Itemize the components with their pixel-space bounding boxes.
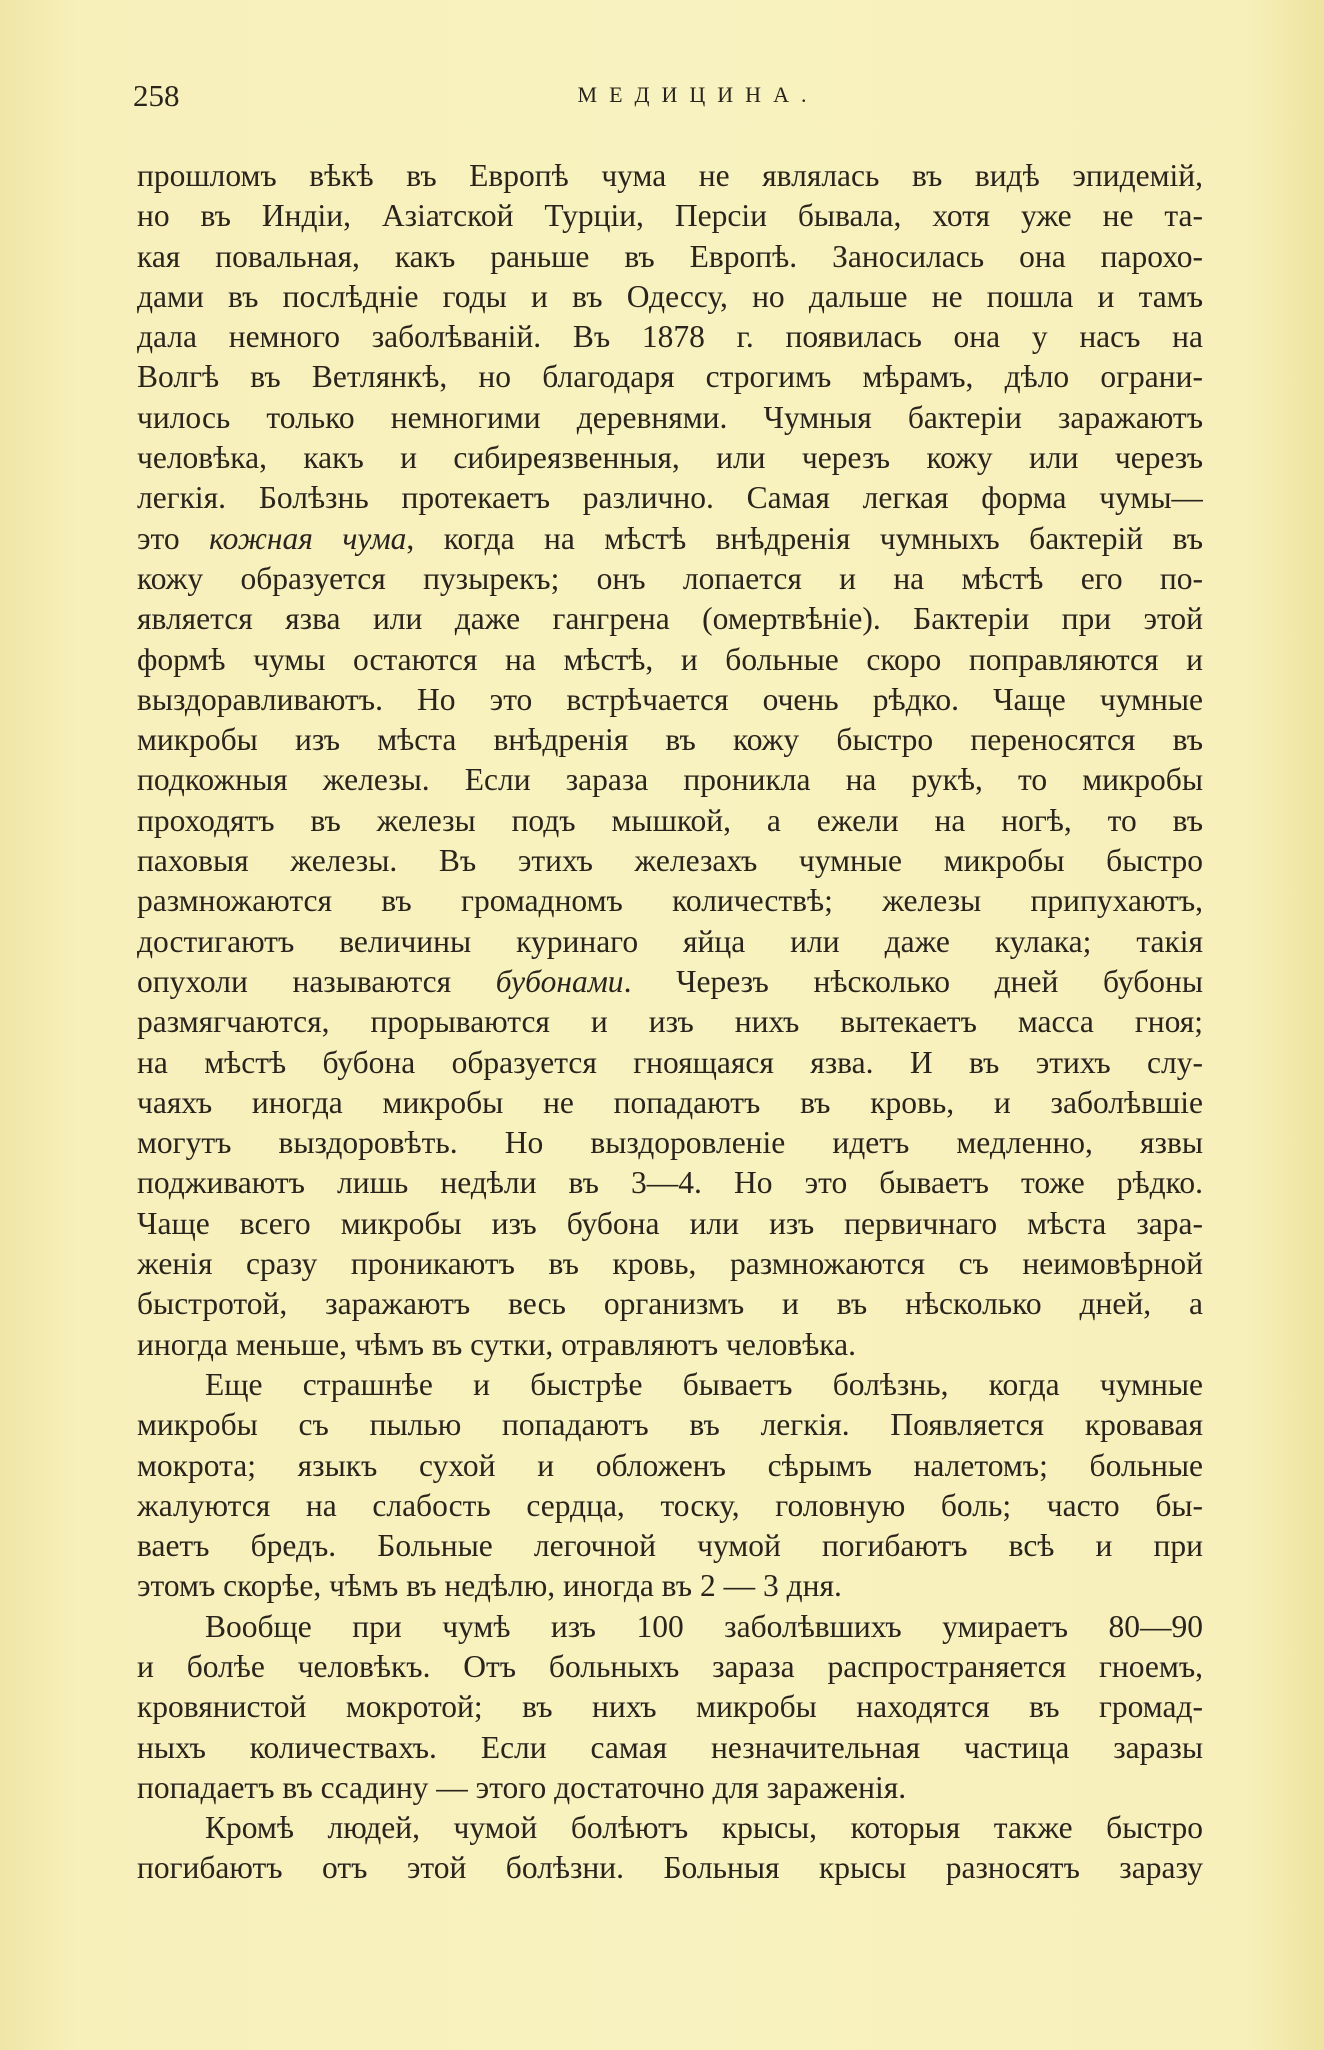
text-line: попадаетъ въ ссадину — этого достаточно для зараженія.	[137, 1769, 907, 1805]
text-line: Чаще всего микробы изъ бубона или изъ первичнаго мѣста зара-	[137, 1205, 1203, 1241]
text-line: Вообще при чумѣ изъ 100 заболѣвшихъ умираетъ 80—90	[205, 1608, 1203, 1644]
text-line: ныхъ количествахъ. Если самая незначительная частица заразы	[137, 1729, 1203, 1765]
text-line	[137, 962, 1203, 1002]
text-line: чилось только немногими деревнями. Чумныя бактеріи заражаютъ	[137, 399, 1203, 435]
text-line: на мѣстѣ бубона образуется гноящаяся язва. И въ этихъ слу-	[137, 1044, 1203, 1080]
paragraph	[137, 1365, 1203, 1607]
text-line: размягчаются, прорываются и изъ нихъ вытекаетъ масса гноя;	[137, 1004, 1203, 1040]
text-line: мокрота; языкъ сухой и обложенъ сѣрымъ налетомъ; больные	[137, 1447, 1203, 1483]
text-line: является язва или даже гангрена (омертвѣніе). Бактеріи при этой	[137, 601, 1203, 637]
italic-term: бубонами	[495, 963, 624, 999]
text-line	[137, 519, 1203, 559]
text-line: подживаютъ лишь недѣли въ 3—4. Но это бываетъ тоже рѣдко.	[137, 1165, 1203, 1201]
text-fragment: это	[137, 520, 210, 556]
text-line: и болѣе человѣкъ. Отъ больныхъ зараза распространяется гноемъ,	[137, 1648, 1203, 1684]
text-line: легкія. Болѣзнь протекаетъ различно. Самая легкая форма чумы—	[137, 480, 1203, 516]
text-line: микробы изъ мѣста внѣдренія въ кожу быстро переносятся въ	[137, 722, 1203, 758]
text-line: прошломъ вѣкѣ въ Европѣ чума не являлась въ видѣ эпидемій,	[137, 158, 1203, 193]
paragraph	[137, 1607, 1203, 1808]
text-line: микробы съ пылью попадаютъ въ легкія. Появляется кровавая	[137, 1407, 1203, 1443]
text-line: чаяхъ иногда микробы не попадаютъ въ кровь, и заболѣвшіе	[137, 1084, 1203, 1120]
text-line: кая повальная, какъ раньше въ Европѣ. Заносилась она парохо-	[137, 238, 1203, 274]
text-line: человѣка, какъ и сибиреязвенныя, или черезъ кожу или черезъ	[137, 440, 1203, 476]
running-head: МЕДИЦИНА.	[577, 82, 819, 107]
text-line: этомъ скорѣе, чѣмъ въ недѣлю, иногда въ 2 — 3 дня.	[137, 1568, 842, 1604]
page-header	[133, 78, 1203, 122]
text-fragment: опухоли называются	[137, 963, 496, 999]
body-text	[137, 156, 1203, 1889]
text-line: подкожныя железы. Если зараза проникла на рукѣ, то микробы	[137, 762, 1203, 798]
text-line: но въ Индіи, Азіатской Турціи, Персіи бывала, хотя уже не та-	[137, 198, 1203, 234]
text-line: достигаютъ величины куринаго яйца или даже кулака; такія	[137, 923, 1203, 959]
text-line: быстротой, заражаютъ весь организмъ и въ нѣсколько дней, а	[137, 1286, 1203, 1322]
text-line: Волгѣ въ Ветлянкѣ, но благодаря строгимъ мѣрамъ, дѣло ограни-	[137, 359, 1203, 395]
text-line: кровянистой мокротой; въ нихъ микробы находятся въ громад-	[137, 1689, 1203, 1725]
text-line: ваетъ бредъ. Больные легочной чумой погибаютъ всѣ и при	[137, 1528, 1203, 1564]
text-line: погибаютъ отъ этой болѣзни. Больныя крысы разносятъ заразу	[137, 1850, 1203, 1886]
text-line: дала немного заболѣваній. Въ 1878 г. появилась она у насъ на	[137, 319, 1203, 355]
text-line: паховыя железы. Въ этихъ железахъ чумные микробы быстро	[137, 843, 1203, 879]
text-line: могутъ выздоровѣть. Но выздоровленіе идетъ медленно, язвы	[137, 1125, 1203, 1161]
text-line: выздоравливаютъ. Но это встрѣчается очень рѣдко. Чаще чумные	[137, 681, 1203, 717]
text-line: иногда меньше, чѣмъ въ сутки, отравляютъ человѣка.	[137, 1326, 856, 1362]
text-line: дами въ послѣдніе годы и въ Одессу, но дальше не пошла и тамъ	[137, 278, 1203, 314]
paragraph	[137, 1808, 1203, 1889]
text-line: женія сразу проникаютъ въ кровь, размножаются съ неимовѣрной	[137, 1246, 1203, 1282]
text-line: размножаются въ громадномъ количествѣ; железы припухаютъ,	[137, 883, 1203, 919]
text-line: проходятъ въ железы подъ мышкой, а ежели на ногѣ, то въ	[137, 802, 1203, 838]
text-line: Кромѣ людей, чумой болѣютъ крысы, которыя также быстро	[205, 1810, 1203, 1846]
text-fragment: . Черезъ нѣсколько дней бубоны	[623, 963, 1203, 999]
italic-term: кожная чума	[209, 520, 407, 556]
paragraph	[137, 156, 1203, 1365]
text-fragment: , когда на мѣстѣ внѣдренія чумныхъ бактерій въ	[406, 520, 1203, 556]
text-line: формѣ чумы остаются на мѣстѣ, и больные скоро поправляются и	[137, 641, 1203, 677]
page-number: 258	[133, 78, 180, 113]
text-line: жалуются на слабость сердца, тоску, головную боль; часто бы-	[137, 1487, 1203, 1523]
text-line: кожу образуется пузырекъ; онъ лопается и на мѣстѣ его по-	[137, 560, 1203, 596]
text-line: Еще страшнѣе и быстрѣе бываетъ болѣзнь, когда чумные	[205, 1366, 1203, 1402]
